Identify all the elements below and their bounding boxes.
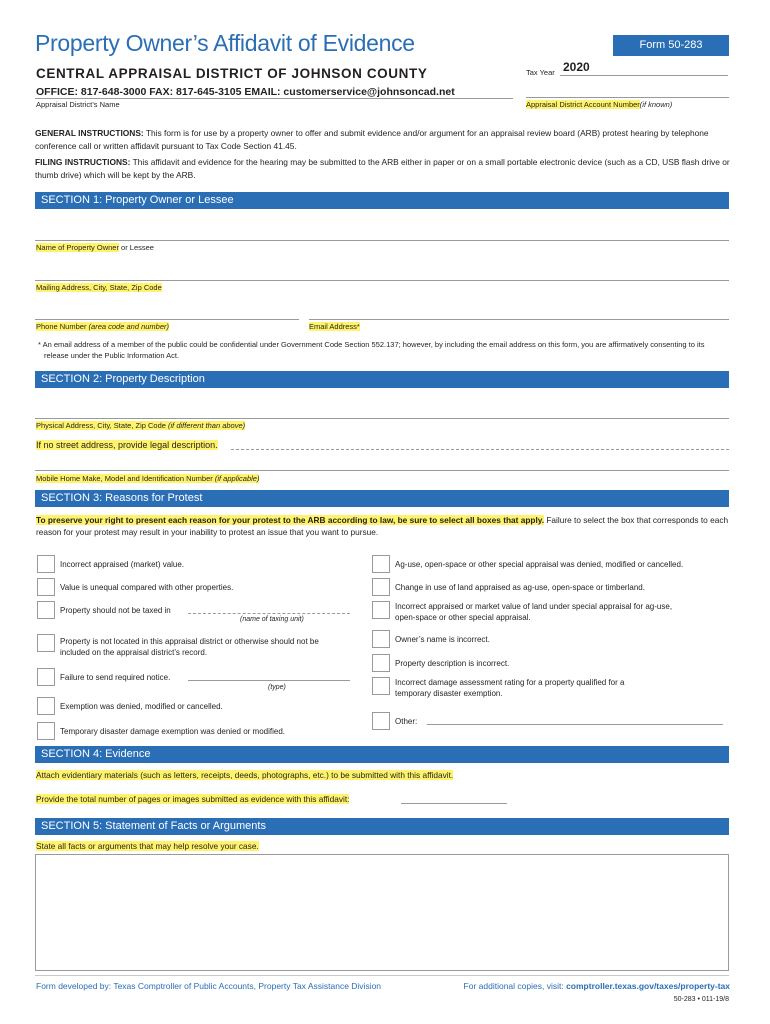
district-name-label: Appraisal District’s Name: [36, 100, 120, 109]
reason-label: Incorrect appraised (market) value.: [60, 560, 185, 569]
footer-developed-by: Form developed by: Texas Comptroller of Public Accounts, Property Tax Assistance Division: [36, 981, 382, 991]
reason-label: Property is not located in this appraisal district or otherwise should not be included on the appraisal district’s record.: [60, 637, 319, 657]
mobile-home-field[interactable]: [35, 470, 729, 471]
form-number-badge: Form 50-283: [613, 35, 729, 56]
owner-name-field[interactable]: [35, 240, 729, 241]
section-2-header: SECTION 2: Property Description: [35, 371, 729, 388]
facts-prompt: State all facts or arguments that may help resolve your case.: [36, 841, 259, 851]
reason-checkbox-unequal-value[interactable]: [37, 578, 55, 596]
phone-field[interactable]: [35, 319, 299, 320]
reason-checkbox-disaster-exemption[interactable]: [37, 722, 55, 740]
account-number-label: Appraisal District Account Number: [526, 100, 640, 109]
phone-label: Phone Number: [36, 322, 87, 331]
filing-instructions: FILING INSTRUCTIONS: This affidavit and evidence for the hearing may be submitted to the ARB either in paper or on a small portable electronic device (such as a CD, USB flash drive or thumb drive) which will be kept by the ARB.: [35, 157, 730, 180]
legal-description-field[interactable]: [231, 449, 729, 450]
reason-label: Value is unequal compared with other properties.: [60, 583, 234, 592]
reason-label: Failure to send required notice.: [60, 673, 171, 682]
footer-divider: [35, 975, 729, 976]
form-title: Property Owner’s Affidavit of Evidence: [35, 30, 415, 56]
evidence-attach-text: Attach evidentiary materials (such as letters, receipts, deeds, photographs, etc.) to be submitted with this affidavit.: [36, 770, 454, 780]
reason-label: Property should not be taxed in: [60, 606, 171, 615]
reason-checkbox-incorrect-value[interactable]: [37, 555, 55, 573]
reason-label: Incorrect appraised or market value of land under special appraisal for ag-use, open-space or other special appraisal.: [395, 602, 673, 622]
district-name-line: [35, 98, 513, 99]
tax-year-line: [560, 75, 728, 76]
reason-checkbox-exemption-denied[interactable]: [37, 697, 55, 715]
reason-checkbox-change-in-use[interactable]: [372, 578, 390, 596]
other-reason-field[interactable]: [427, 724, 723, 725]
tax-year-label: Tax Year: [526, 68, 555, 77]
email-field[interactable]: [309, 319, 729, 320]
footer-copies-label: For additional copies, visit:: [463, 981, 567, 991]
reason-checkbox-not-located[interactable]: [37, 634, 55, 652]
taxing-unit-field[interactable]: [188, 613, 350, 614]
footer-form-code: 50-283 • 011-19/8: [673, 996, 729, 1003]
evidence-pages-field[interactable]: [401, 803, 507, 804]
district-name: CENTRAL APPRAISAL DISTRICT OF JOHNSON COUNTY: [36, 66, 428, 81]
account-number-hint: (if known): [639, 100, 673, 109]
general-instructions: GENERAL INSTRUCTIONS: This form is for use by a property owner to offer and submit evidence and/or argument for an appraisal review board (ARB) protest hearing by telephone conference call or written affidavit pursuant to Tax Code Section 41.45.: [35, 128, 709, 151]
reason-checkbox-land-special-appraisal[interactable]: [372, 601, 390, 619]
reason-checkbox-ag-use-denied[interactable]: [372, 555, 390, 573]
email-confidentiality-note: * An email address of a member of the public could be confidential under Government Code Section 552.137; however, by including the email address on this form, you are affirmatively consenting to its release under the Public Information Act.: [38, 340, 705, 360]
district-contact: OFFICE: 817-648-3000 FAX: 817-645-3105 EMAIL: customerservice@johnsoncad.net: [36, 86, 455, 98]
owner-name-label: Name of Property Owner: [36, 243, 119, 252]
reason-checkbox-property-description[interactable]: [372, 654, 390, 672]
reason-label: Temporary disaster damage exemption was denied or modified.: [60, 727, 286, 736]
mailing-address-label: Mailing Address, City, State, Zip Code: [36, 283, 162, 292]
reason-label: Owner’s name is incorrect.: [395, 635, 490, 644]
notice-type-field[interactable]: [188, 680, 350, 681]
reason-checkbox-not-taxed[interactable]: [37, 601, 55, 619]
reason-checkbox-other[interactable]: [372, 712, 390, 730]
reason-checkbox-failure-notice[interactable]: [37, 668, 55, 686]
tax-year-field[interactable]: 2020: [563, 60, 590, 74]
section-5-header: SECTION 5: Statement of Facts or Arguments: [35, 818, 729, 835]
evidence-pages-label: Provide the total number of pages or images submitted as evidence with this affidavit:: [36, 794, 350, 804]
reason-checkbox-owner-name[interactable]: [372, 630, 390, 648]
reason-label: Change in use of land appraised as ag-use, open-space or timberland.: [395, 583, 645, 592]
account-number-field[interactable]: [526, 97, 729, 98]
legal-description-label: If no street address, provide legal description.: [36, 440, 218, 450]
section-4-header: SECTION 4: Evidence: [35, 746, 729, 763]
taxing-unit-hint: (name of taxing unit): [240, 616, 304, 623]
reason-label: Property description is incorrect.: [395, 659, 510, 668]
reason-label: Other:: [395, 717, 418, 726]
mobile-home-label: Mobile Home Make, Model and Identification Number: [36, 474, 213, 483]
email-label: Email Address*: [309, 322, 360, 331]
physical-address-field[interactable]: [35, 418, 729, 419]
notice-type-hint: (type): [268, 684, 286, 691]
facts-textarea[interactable]: [35, 854, 729, 971]
section-1-header: SECTION 1: Property Owner or Lessee: [35, 192, 729, 209]
reason-checkbox-damage-rating[interactable]: [372, 677, 390, 695]
reason-label: Ag-use, open-space or other special appraisal was denied, modified or cancelled.: [395, 560, 684, 569]
mailing-address-field[interactable]: [35, 280, 729, 281]
reason-label: Exemption was denied, modified or cancelled.: [60, 702, 223, 711]
section-3-header: SECTION 3: Reasons for Protest: [35, 490, 729, 507]
footer-copies-link[interactable]: comptroller.texas.gov/taxes/property-tax: [566, 981, 730, 991]
reason-label: Incorrect damage assessment rating for a property qualified for a temporary disaster exemption.: [395, 678, 625, 698]
physical-address-label: Physical Address, City, State, Zip Code: [36, 421, 166, 430]
reasons-intro: To preserve your right to present each reason for your protest to the ARB according to law, be sure to select all boxes that apply. Failure to select the box that corresponds to each reason for your protest may result in your inability to protest an issue that you want to pursue.: [36, 515, 729, 537]
